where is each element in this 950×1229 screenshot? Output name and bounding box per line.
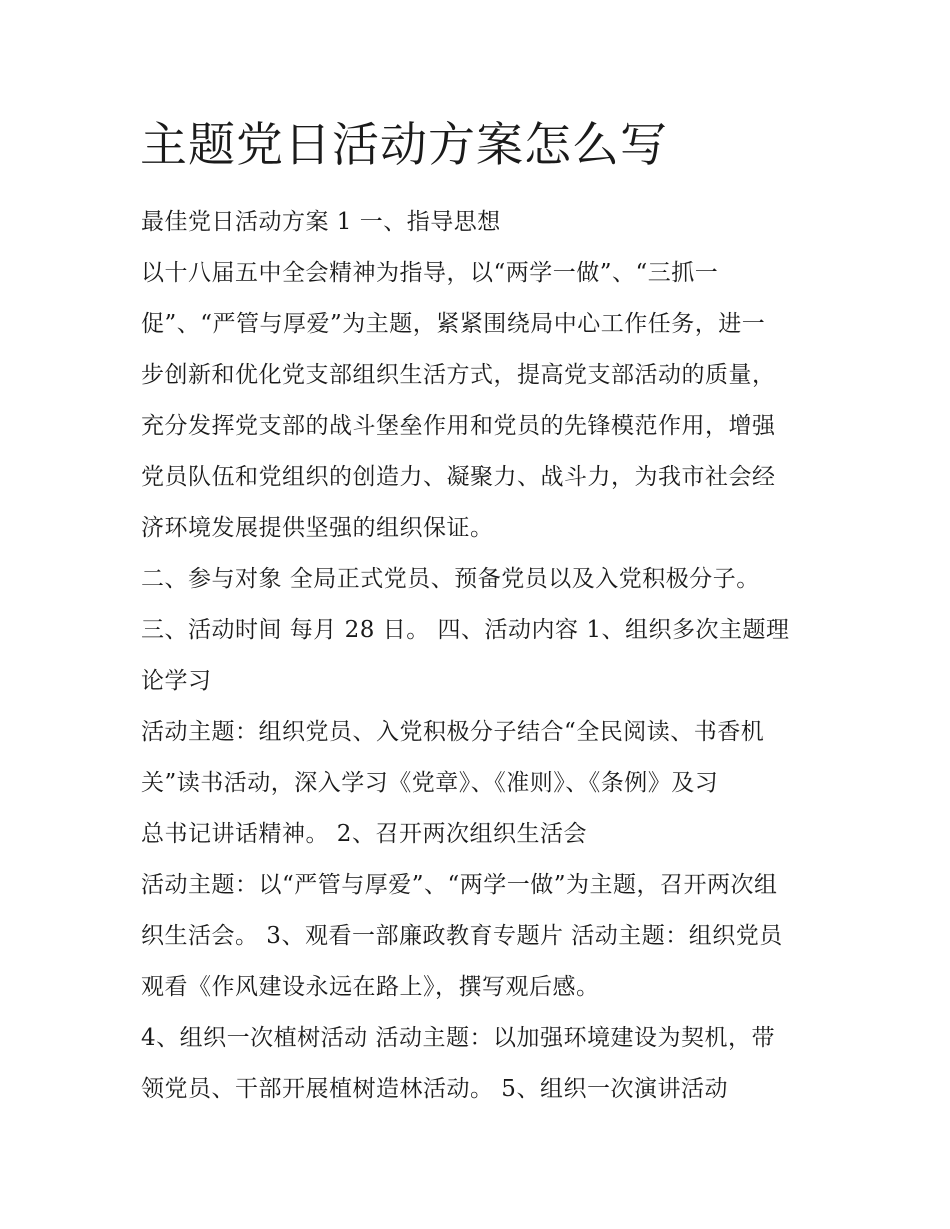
paragraph-line: 领党员、干部开展植树造林活动。 5、组织一次演讲活动 — [141, 1076, 728, 1102]
paragraph-line: 以十八届五中全会精神为指导，以“两学一做”、“三抓一 — [141, 260, 719, 286]
paragraph-line: 观看《作风建设永远在路上》，撰写观后感。 — [141, 974, 600, 1000]
paragraph-line: 步创新和优化党支部组织生活方式，提高党支部活动的质量， — [141, 362, 776, 388]
paragraph-line: 二、参与对象 全局正式党员、预备党员以及入党积极分子。 — [141, 566, 760, 592]
paragraph-line: 最佳党日活动方案 1 一、指导思想 — [141, 209, 501, 235]
paragraph-line: 促”、“严管与厚爱”为主题，紧紧围绕局中心工作任务，进一 — [141, 311, 766, 337]
paragraph-line: 4、组织一次植树活动 活动主题：以加强环境建设为契机，带 — [141, 1025, 775, 1051]
paragraph-line: 三、活动时间 每月 28 日。 四、活动内容 1、组织多次主题理 — [141, 617, 790, 643]
paragraph-line: 活动主题：组织党员、入党积极分子结合“全民阅读、书香机 — [141, 719, 765, 745]
paragraph-line: 关”读书活动，深入学习《党章》、《准则》、《条例》及习 — [141, 770, 719, 796]
paragraph-line: 活动主题：以“严管与厚爱”、“两学一做”为主题，召开两次组 — [141, 872, 778, 898]
paragraph-line: 充分发挥党支部的战斗堡垒作用和党员的先锋模范作用，增强 — [141, 413, 776, 439]
paragraph-line: 总书记讲话精神。 2、召开两次组织生活会 — [141, 821, 587, 847]
paragraph-line: 党员队伍和党组织的创造力、凝聚力、战斗力，为我市社会经 — [141, 464, 776, 490]
document-title: 主题党日活动方案怎么写 — [140, 118, 668, 173]
paragraph-line: 织生活会。 3、观看一部廉政教育专题片 活动主题：组织党员 — [141, 923, 783, 949]
paragraph-line: 论学习 — [141, 668, 212, 694]
paragraph-line: 济环境发展提供坚强的组织保证。 — [141, 515, 494, 541]
